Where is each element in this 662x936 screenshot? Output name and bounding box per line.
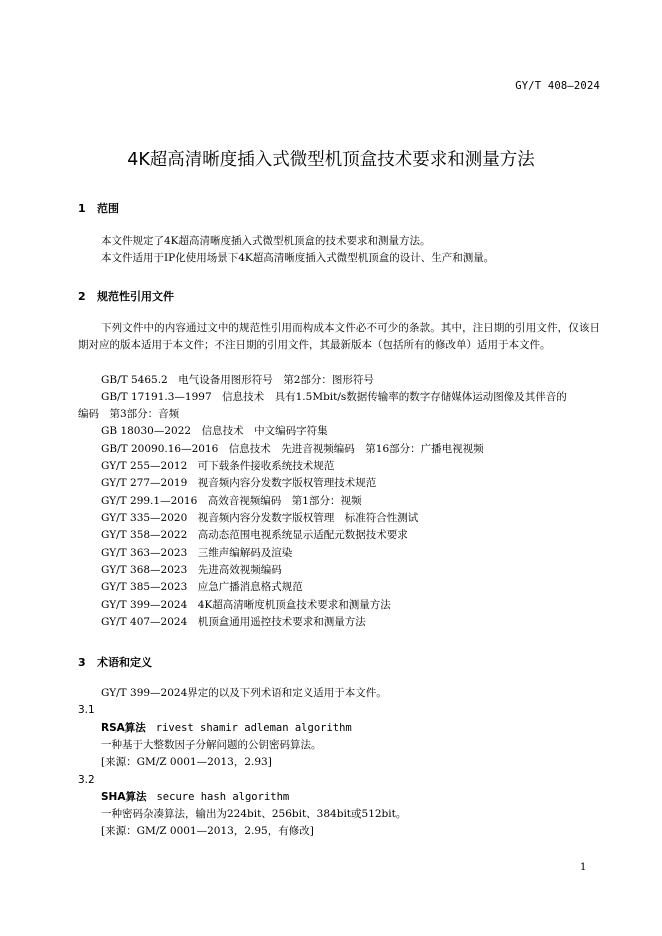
term-chinese: RSA算法 [101,722,146,734]
term-source: [来源：GM/Z 0001—2013，2.95，有修改] [101,825,314,837]
reference-item: GY/T 255—2012 可下载条件接收系统技术规范 [101,460,335,472]
reference-item: GY/T 277—2019 视音频内容分发数字版权管理技术规范 [101,477,377,489]
reference-item: GY/T 399—2024 4K超高清晰度机顶盒技术要求和测量方法 [101,599,391,611]
term-english: rivest shamir adleman algorithm [155,722,352,734]
paragraph: GY/T 399—2024界定的以及下列术语和定义适用于本文件。 [101,687,387,699]
section-title: 术语和定义 [97,656,152,669]
section-number: 2 [78,290,86,303]
reference-item: GY/T 299.1—2016 高效音视频编码 第1部分：视频 [101,495,362,507]
term-definition: 一种基于大整数因子分解问题的公钥密码算法。 [101,739,322,751]
section-3-heading [78,654,152,670]
reference-item: GY/T 335—2020 视音频内容分发数字版权管理 标准符合性测试 [101,512,419,524]
paragraph: 本文件规定了4K超高清晰度插入式微型机顶盒的技术要求和测量方法。 [101,235,431,247]
reference-item: GB/T 5465.2 电气设备用图形符号 第2部分：图形符号 [101,374,374,386]
page-number: 1 [580,862,587,873]
section-number: 1 [78,202,86,215]
standard-number: GY/T 408—2024 [515,80,600,92]
reference-item: GY/T 407—2024 机顶盒通用遥控技术要求和测量方法 [101,616,366,628]
term-heading [101,789,289,806]
term-chinese: SHA算法 [101,791,147,803]
term-number: 3.1 [78,704,95,716]
reference-item: GB 18030—2022 信息技术 中文编码字符集 [101,425,328,437]
term-heading [101,720,352,737]
reference-item: GB/T 20090.16—2016 信息技术 先进音视频编码 第16部分：广播电视视频 [101,443,484,455]
reference-item-continued: 编码 第3部分：音频 [78,408,180,420]
section-number: 3 [78,656,86,669]
term-english: secure hash algorithm [156,791,290,803]
section-2-heading [78,288,174,304]
reference-item: GY/T 358—2022 高动态范围电视系统显示适配元数据技术要求 [101,529,408,541]
reference-item: GY/T 385—2023 应急广播消息格式规范 [101,581,303,593]
term-definition: 一种密码杂凑算法，输出为224bit、256bit、384bit或512bit。 [101,808,407,820]
term-number: 3.2 [78,774,95,786]
reference-item: GY/T 363—2023 三维声编解码及渲染 [101,547,293,559]
section-title: 范围 [97,202,119,215]
section-title: 规范性引用文件 [97,290,174,303]
term-source: [来源：GM/Z 0001—2013，2.93] [101,756,272,768]
reference-item: GB/T 17191.3—1997 信息技术 具有1.5Mbit/s数据传输率的数字存储媒体运动图像及其伴音的 [101,391,567,403]
paragraph: 下列文件中的内容通过文中的规范性引用而构成本文件必不可少的条款。其中，注日期的引用文件，仅该日期对应的版本适用于本文件；不注日期的引用文件，其最新版本（包括所有的修改单）适用于本文件。 [78,322,600,351]
section-1-heading [78,200,119,216]
document-title: 4K超高清晰度插入式微型机顶盒技术要求和测量方法 [127,150,535,170]
paragraph: 本文件适用于IP化使用场景下4K超高清晰度插入式微型机顶盒的设计、生产和测量。 [101,252,495,264]
reference-item: GY/T 368—2023 先进高效视频编码 [101,564,282,576]
